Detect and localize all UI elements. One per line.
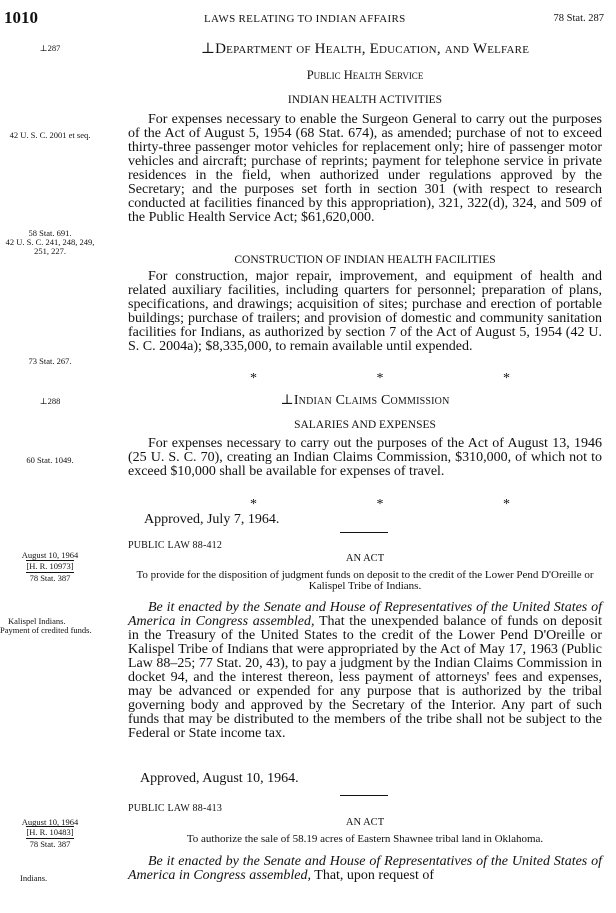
law-412-body xyxy=(128,601,602,741)
page-number: 1010 xyxy=(4,8,38,27)
star: * xyxy=(250,371,257,386)
margin-page-marker-288: ⊥288 xyxy=(39,396,61,406)
law-413-caption: To authorize the sale of 58.19 acres of Eastern Shawnee tribal land in Oklahoma. xyxy=(186,833,544,845)
paragraph-health-activities: For expenses necessary to enable the Surgeon General to carry out the purposes of the Act of August 5, 1954 (68 Stat. 674), as amended; purchase of not to exceed thirty-three passenger motor vehicles for replacement only; hire of passenger motor vehicles and aircraft; purchase of reprints; payment for telephone service in private residences in the field, when authorized under regulations approved by the Secretary; and the purposes set forth in section 301 (with respect to research conducted at facilities financed by this appropriation), 321, 322(d), 324, and 509 of the Public Health Service Act; $61,620,000. xyxy=(128,112,602,225)
margin-law-413-bill xyxy=(0,826,100,839)
section-stars-2 xyxy=(250,497,510,513)
margin-note-usc-2001: 42 U. S. C. 2001 et seq. xyxy=(9,130,91,140)
margin-law-412-bill xyxy=(0,560,100,573)
paragraph-salaries: For expenses necessary to carry out the purposes of the Act of August 13, 1946 (25 U. S. C. 70), creating an Indian Claims Commission, $310,000, of which not to exceed $10,000 shall be available for expenses of travel. xyxy=(128,436,602,479)
divider-rule xyxy=(340,795,388,796)
star: * xyxy=(376,371,384,386)
margin-law-412-date: August 10, 1964 xyxy=(21,550,79,560)
approved-line-1: Approved, July 7, 1964. xyxy=(144,512,280,527)
margin-note-stat-267: 73 Stat. 267. xyxy=(28,356,72,366)
law-412-text: That the unexpended balance of funds on deposit in the Treasury of the United States to the credit of the Lower Pend D'Oreille or Kalispel Tribe of Indians that were appropriated by the Act of May 17, 1963 (Public Law 88–25; 77 Stat. 20, 43), to pay a judgment by the Indian Claims Commission in docket 94, and the interest thereon, less payment of attorneys' fees and expenses, may be advanced or expended for any purpose that is authorized by the tribal governing body and approved by the Secretary of the Interior. Any part of such funds that may be distributed to the members of the tribe shall not be subject to the Federal or State income tax. xyxy=(128,614,602,741)
service-heading: Public Health Service xyxy=(306,68,424,82)
law-413-body xyxy=(128,855,602,883)
subheading-salaries: SALARIES AND EXPENSES xyxy=(294,419,436,431)
department-heading: ⊥Department of Health, Education, and Welfare xyxy=(200,41,530,57)
star: * xyxy=(503,497,510,512)
stat-reference: 78 Stat. 287 xyxy=(553,13,604,24)
star: * xyxy=(250,497,257,512)
law-413-text: That, upon request of xyxy=(311,868,435,883)
section-stars-1 xyxy=(250,371,510,387)
law-413-an-act: AN ACT xyxy=(345,817,385,828)
divider-rule xyxy=(340,532,388,533)
subheading-construction: CONSTRUCTION OF INDIAN HEALTH FACILITIES xyxy=(234,254,496,266)
margin-note-usc-241: 42 U. S. C. 241, 248, 249, 251, 227. xyxy=(5,237,95,256)
approved-line-2: Approved, August 10, 1964. xyxy=(140,771,299,786)
margin-page-marker-287: ⊥287 xyxy=(39,43,61,53)
margin-law-413-date: August 10, 1964 xyxy=(21,817,79,827)
subheading-health-activities: INDIAN HEALTH ACTIVITIES xyxy=(287,94,443,106)
commission-heading: ⊥Indian Claims Commission xyxy=(280,393,450,408)
margin-law-412-stat: 78 Stat. 387 xyxy=(29,573,71,583)
margin-law-412-bill-text: [H. R. 10973] xyxy=(26,561,74,571)
public-law-413-label: PUBLIC LAW 88-413 xyxy=(128,803,223,814)
star: * xyxy=(376,497,384,512)
margin-law-413-bill-text: [H. R. 10483] xyxy=(26,827,74,837)
margin-note-stat-1049: 60 Stat. 1049. xyxy=(26,455,74,465)
paragraph-construction: For construction, major repair, improvement, and equipment of health and related auxiliary facilities, including quarters for personnel; preparation of plans, specifications, and drawings; acquisition of sites; purchase and erection of portable buildings; purchase of trailers; and provision of domestic and community sanitation facilities for Indians, as authorized by section 7 of the Act of August 5, 1954 (42 U. S. C. 2004a); $8,335,000, to remain available until expended. xyxy=(128,269,602,354)
law-412-enacting-clause: Be it enacted by the Senate and House of Representatives of the United States of America in Congress assembled, xyxy=(128,600,602,629)
margin-law-413-stat: 78 Stat. 387 xyxy=(29,839,71,849)
running-head: LAWS RELATING TO INDIAN AFFAIRS xyxy=(204,13,406,25)
public-law-412-label: PUBLIC LAW 88-412 xyxy=(128,540,223,551)
law-412-caption: To provide for the disposition of judgment funds on deposit to the credit of the Lower Pend D'Oreille or Kalispel Tribe of Indians. xyxy=(136,569,594,592)
margin-note-kalispel: Kalispel Indians. xyxy=(8,616,66,626)
law-412-an-act: AN ACT xyxy=(345,553,385,564)
margin-note-payment: Payment of credited funds. xyxy=(0,625,92,635)
star: * xyxy=(503,371,510,386)
margin-note-indians: Indians. xyxy=(20,873,48,883)
margin-note-stat-691: 58 Stat. 691. xyxy=(28,228,72,238)
law-413-enacting-clause: Be it enacted by the Senate and House of Representatives of the United States of America in Congress assembled, xyxy=(128,854,602,883)
